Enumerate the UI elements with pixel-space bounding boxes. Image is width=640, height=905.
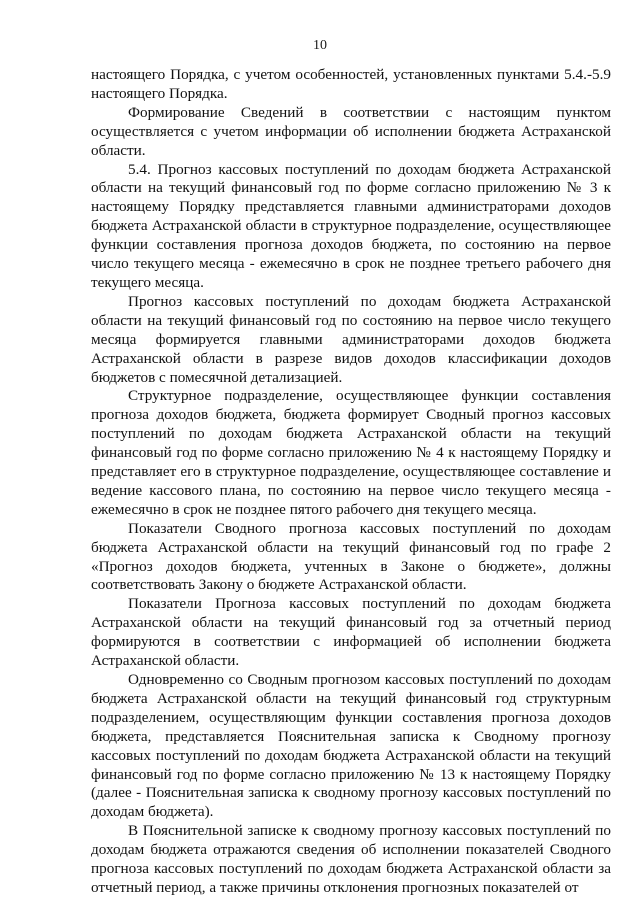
paragraph: Прогноз кассовых поступлений по доходам бюджета Астраханской области на текущий финансовый год по состоянию на первое число текущего месяца формируется главными администраторами доходов бюджета Астраханской области в разрезе видов доходов классификации доходов бюджетов с помесячной детализацией. xyxy=(91,292,611,386)
paragraph: 5.4. Прогноз кассовых поступлений по доходам бюджета Астраханской области на текущий финансовый год по форме согласно приложению № 3 к настоящему Порядку представляется главными администраторами доходов бюджета Астраханской области в структурное подразделение, осуществляющее функции составления прогноза доходов бюджета, по состоянию на первое число текущего месяца - ежемесячно в срок не позднее третьего рабочего дня текущего месяца. xyxy=(91,160,611,291)
paragraph: Структурное подразделение, осуществляющее функции составления прогноза доходов бюджета, бюджета формирует Сводный прогноз кассовых поступлений по доходам бюджета Астраханской области на текущий финансовый год по форме согласно приложению № 4 к настоящему Порядку и представляет его в структурное подразделение, осуществляющее составление и ведение кассового плана, по состоянию на первое число текущего месяца - ежемесячно в срок не позднее пятого рабочего дня текущего месяца. xyxy=(91,387,611,518)
document-body xyxy=(91,66,611,898)
paragraph: В Пояснительной записке к сводному прогнозу кассовых поступлений по доходам бюджета отражаются сведения об исполнении показателей Сводного прогноза кассовых поступлений по доходам бюджета Астраханской области за отчетный период, а также причины отклонения прогнозных показателей от xyxy=(91,822,611,896)
paragraph: Формирование Сведений в соответствии с настоящим пунктом осуществляется с учетом информации об исполнении бюджета Астраханской области. xyxy=(91,103,611,159)
paragraph: Одновременно со Сводным прогнозом кассовых поступлений по доходам бюджета Астраханской области на текущий финансовый год структурным подразделением, осуществляющим функции составления прогноза доходов бюджета, представляется Пояснительная записка к Сводному прогнозу кассовых поступлений по доходам бюджета Астраханской области на текущий финансовый год по форме согласно приложению № 13 к настоящему Порядку (далее - Пояснительная записка к сводному прогнозу кассовых поступлений по доходам бюджета). xyxy=(91,671,611,821)
paragraph: Показатели Сводного прогноза кассовых поступлений по доходам бюджета Астраханской области на текущий финансовый год по графе 2 «Прогноз доходов бюджета, учтенных в Законе о бюджете», должны соответствовать Закону о бюджете Астраханской области. xyxy=(91,519,611,594)
paragraph: Показатели Прогноза кассовых поступлений по доходам бюджета Астраханской области на текущий финансовый год за отчетный период формируются в соответствии с информацией об исполнении бюджета Астраханской области. xyxy=(91,595,611,670)
paragraph: настоящего Порядка, с учетом особенностей, установленных пунктами 5.4.-5.9 настоящего Порядка. xyxy=(91,66,611,102)
page-number: 10 xyxy=(313,38,327,53)
